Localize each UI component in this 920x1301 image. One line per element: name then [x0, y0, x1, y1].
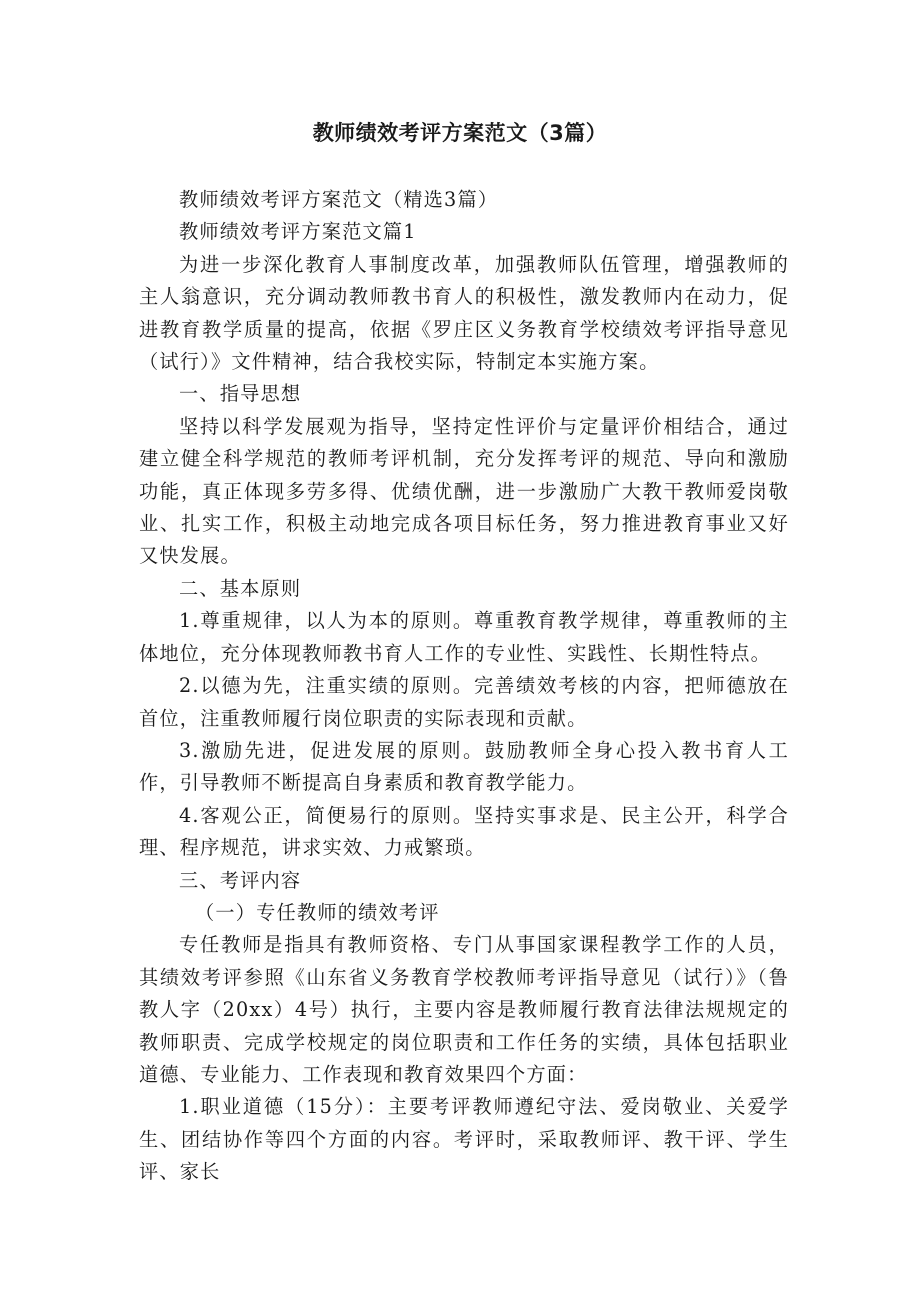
- heading-evaluation-content: 三、考评内容: [179, 868, 302, 892]
- paragraph-subtitle: 教师绩效考评方案范文（精选3篇）: [179, 188, 499, 211]
- paragraph-fulltime-teachers: 专任教师是指具有教师资格、专门从事国家课程教学工作的人员，其绩效考评参照《山东省义务教育学校教师考评指导意见（试行）》（鲁教人字（20xx）4号）执行，主要内容是教师履行教育法律法规规定的教师职责、完成学校规定的岗位职责和工作任务的实绩，具体包括职业道德、专业能力、工作表现和教育效果四个方面：: [139, 933, 789, 1086]
- document-body: [139, 184, 789, 1189]
- paragraph-section-heading: 教师绩效考评方案范文篇1: [179, 220, 417, 244]
- paragraph-guiding-ideology: 坚持以科学发展观为指导，坚持定性评价与定量评价相结合，通过建立健全科学规范的教师考评机制，充分发挥考评的规范、导向和激励功能，真正体现多劳多得、优绩优酬，进一步激励广大教干教师爱岗敬业、扎实工作，积极主动地完成各项目标任务，努力推进教育事业又好又快发展。: [139, 414, 789, 568]
- document-title: 教师绩效考评方案范文（3篇）: [312, 121, 608, 145]
- paragraph-principle-3: 3.激励先进，促进发展的原则。鼓励教师全身心投入教书育人工作，引导教师不断提高自身素质和教育教学能力。: [139, 738, 789, 795]
- paragraph-principle-1: 1.尊重规律，以人为本的原则。尊重教育教学规律，尊重教师的主体地位，充分体现教师教书育人工作的专业性、实践性、长期性特点。: [139, 609, 789, 665]
- paragraph-intro: 为进一步深化教育人事制度改革，加强教师队伍管理，增强教师的主人翁意识，充分调动教师教书育人的积极性，激发教师内在动力，促进教育教学质量的提高，依据《罗庄区义务教育学校绩效考评指导意见（试行）》文件精神，结合我校实际，特制定本实施方案。: [139, 252, 789, 374]
- subheading-fulltime-teachers: （一）专任教师的绩效考评: [195, 900, 440, 924]
- paragraph-principle-2: 2.以德为先，注重实绩的原则。完善绩效考核的内容，把师德放在首位，注重教师履行岗位职责的实际表现和贡献。: [139, 674, 789, 730]
- paragraph-professional-ethics: 1.职业道德（15分）：主要考评教师遵纪守法、爱岗敬业、关爱学生、团结协作等四个方面的内容。考评时，采取教师评、教干评、学生评、家长: [139, 1095, 789, 1184]
- heading-basic-principles: 二、基本原则: [179, 576, 302, 600]
- paragraph-principle-4: 4.客观公正，简便易行的原则。坚持实事求是、民主公开，科学合理、程序规范，讲求实效、力戒繁琐。: [139, 803, 789, 860]
- heading-guiding-ideology: 一、指导思想: [179, 382, 302, 406]
